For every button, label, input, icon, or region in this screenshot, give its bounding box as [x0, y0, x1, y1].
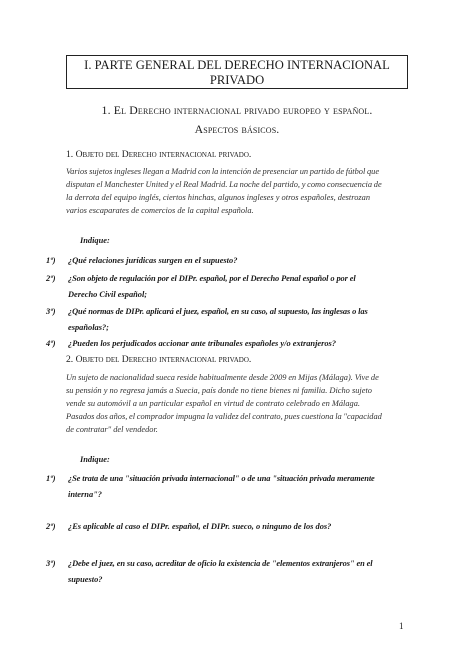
- case-2-indique-label: Indique:: [80, 455, 110, 464]
- case-1-question-4: [46, 336, 406, 352]
- case-1-question-2: [46, 271, 406, 303]
- case-1-heading: 1. Objeto del Derecho internacional privado.: [66, 149, 252, 160]
- case-1-question-1: [46, 253, 406, 269]
- case-2-paragraph: [66, 371, 404, 436]
- question-text: ¿Pueden los perjudicados accionar ante tribunales españoles y/o extranjeros?: [68, 339, 337, 348]
- case-1-question-3: [46, 304, 406, 336]
- case-2-heading: 2. Objeto del Derecho internacional privado.: [66, 354, 252, 365]
- case-1-paragraph-line: varios escaparates de comercios de la capital española.: [66, 206, 254, 216]
- case-2-paragraph-line: su pensión y no regresa jamás a Suecia, país donde no tiene bienes ni familia. Dicho sujeto: [66, 386, 372, 396]
- question-number: 3º): [46, 559, 56, 568]
- question-number: 4º): [46, 339, 56, 348]
- question-text-continued: interna"?: [68, 490, 102, 499]
- chapter-title-line-1: I. PARTE GENERAL DEL DERECHO INTERNACIONAL: [84, 58, 390, 72]
- question-text: ¿Qué normas de DIPr. aplicará el juez, español, en su caso, al supuesto, las inglesas o las: [68, 307, 368, 316]
- question-text: ¿Debe el juez, en su caso, acreditar de oficio la existencia de "elementos extranjeros" en el: [68, 559, 373, 568]
- question-text: ¿Se trata de una "situación privada internacional" o de una "situación privada meramente: [68, 474, 375, 483]
- question-text-continued: supuesto?: [68, 575, 103, 584]
- case-2-question-1: [46, 471, 406, 503]
- question-number: 2º): [46, 274, 56, 283]
- case-2-paragraph-line: de contratar" del vendedor.: [66, 425, 158, 435]
- question-text: ¿Qué relaciones jurídicas surgen en el supuesto?: [68, 256, 238, 265]
- case-1-paragraph-line: la derrota del equipo inglés, ciertos hinchas, algunos ingleses y otros españoles, destrozan: [66, 193, 371, 203]
- section-heading-line-2: Aspectos básicos.: [194, 122, 280, 136]
- case-2-paragraph-line: vende su automóvil a un particular español en virtud de contrato celebrado en Málaga.: [66, 399, 361, 409]
- case-2-question-3: [46, 556, 406, 588]
- case-1-paragraph-line: disputan el Manchester United y el Real Madrid. La noche del partido, y como consecuencia de: [66, 180, 382, 190]
- question-text: ¿Es aplicable al caso el DIPr. español, el DIPr. sueco, o ninguno de los dos?: [68, 522, 332, 531]
- case-2-question-2: [46, 519, 406, 535]
- case-1-paragraph-line: Varios sujetos ingleses llegan a Madrid con la intención de presenciar un partido de fútbol que: [66, 167, 380, 176]
- question-number: 3º): [46, 307, 56, 316]
- case-2-paragraph-line: Un sujeto de nacionalidad sueca reside habitualmente desde 2009 en Mijas (Málaga). Vive de: [66, 373, 379, 382]
- question-text: ¿Son objeto de regulación por el DIPr. español, por el Derecho Penal español o por el: [68, 274, 356, 283]
- section-heading-line-1: 1. El Derecho internacional privado europeo y español.: [101, 103, 373, 117]
- case-1-paragraph: [66, 165, 404, 217]
- question-number: 1º): [46, 256, 56, 265]
- chapter-title-line-2: PRIVADO: [209, 73, 265, 87]
- page-number: 1: [399, 621, 404, 631]
- chapter-title-box: [66, 55, 408, 89]
- question-text-continued: Derecho Civil español;: [68, 290, 148, 299]
- case-2-paragraph-line: Pasados dos años, el comprador impugna la validez del contrato, pues cuestiona la "capacidad: [66, 412, 382, 422]
- question-text-continued: españolas?;: [68, 323, 109, 332]
- question-number: 1º): [46, 474, 56, 483]
- case-1-indique-label: Indique:: [80, 236, 110, 245]
- question-number: 2º): [46, 522, 56, 531]
